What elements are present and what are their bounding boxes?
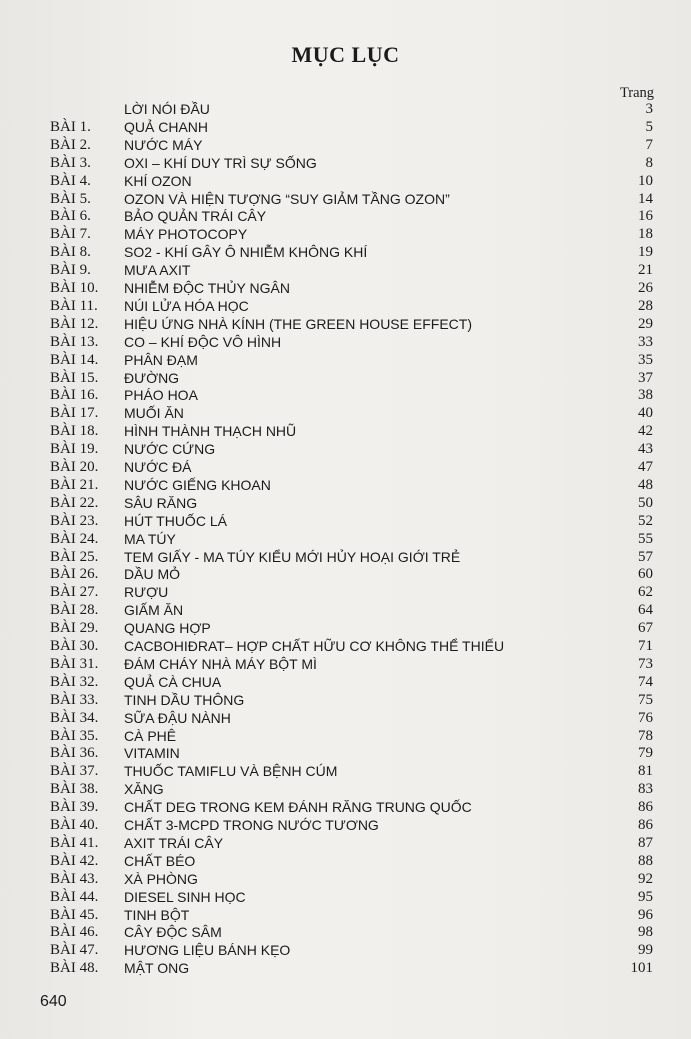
- lesson-title: SỮA ĐẬU NÀNH: [124, 709, 231, 726]
- lesson-page: 16: [638, 208, 653, 225]
- lesson-page: 38: [638, 387, 653, 404]
- toc-entry: [0, 315, 691, 333]
- lesson-title: TEM GIẤY - MA TÚY KIỂU MỚI HỦY HOẠI GIỚI TRẺ: [124, 548, 461, 565]
- lesson-number: BÀI 16.: [50, 387, 99, 404]
- lesson-number: BÀI 47.: [50, 942, 99, 959]
- lesson-page: 95: [638, 888, 653, 905]
- toc-entry: [0, 906, 691, 924]
- toc-entry: [0, 118, 691, 136]
- lesson-title: SO2 - KHÍ GÂY Ô NHIỄM KHÔNG KHÍ: [124, 244, 368, 261]
- toc-entry: [0, 870, 691, 888]
- lesson-title: BẢO QUẢN TRÁI CÂY: [124, 208, 267, 225]
- lesson-title: MƯA AXIT: [124, 262, 191, 279]
- lesson-page: 18: [638, 226, 653, 243]
- lesson-number: BÀI 31.: [50, 655, 99, 672]
- lesson-page: 60: [638, 566, 653, 583]
- lesson-page: 21: [638, 262, 653, 279]
- lesson-number: BÀI 11.: [50, 297, 98, 314]
- lesson-page: 64: [638, 602, 653, 619]
- lesson-page: 5: [645, 118, 653, 135]
- toc-entry: [0, 583, 691, 601]
- lesson-number: BÀI 18.: [50, 423, 99, 440]
- lesson-number: BÀI 26.: [50, 566, 99, 583]
- lesson-number: BÀI 8.: [50, 244, 91, 261]
- lesson-number: BÀI 7.: [50, 226, 91, 243]
- lesson-page: 71: [638, 638, 653, 654]
- lesson-number: BÀI 1.: [50, 118, 91, 135]
- lesson-title: NƯỚC CỨNG: [124, 441, 216, 458]
- toc-entry: [0, 709, 691, 727]
- toc-entry: [0, 136, 691, 154]
- lesson-number: BÀI 48.: [50, 960, 99, 977]
- page-title: MỤC LỤC: [291, 42, 400, 67]
- lesson-title: GIẤM ĂN: [124, 602, 184, 619]
- lesson-title: CHẤT 3-MCPD TRONG NƯỚC TƯƠNG: [124, 817, 379, 833]
- lesson-number: BÀI 4.: [50, 172, 91, 189]
- toc-entry: [0, 440, 691, 458]
- lesson-title: LỜI NÓI ĐẦU: [124, 101, 210, 117]
- lesson-page: 26: [638, 280, 653, 296]
- lesson-number: BÀI 24.: [50, 530, 99, 547]
- lesson-number: BÀI 21.: [50, 476, 99, 493]
- toc-entry: [0, 852, 691, 870]
- toc-entry: [0, 959, 691, 977]
- toc-entry: [0, 655, 691, 673]
- toc-entry: [0, 422, 691, 440]
- lesson-page: 101: [630, 960, 653, 977]
- lesson-title: NƯỚC GIẾNG KHOAN: [124, 476, 271, 493]
- lesson-page: 43: [638, 441, 653, 458]
- lesson-number: BÀI 32.: [50, 673, 99, 690]
- lesson-title: QUẢ CHANH: [124, 118, 209, 135]
- lesson-number: BÀI 28.: [50, 602, 99, 619]
- toc-entry: [0, 458, 691, 476]
- toc-entry: [0, 494, 691, 512]
- lesson-page: 3: [645, 101, 653, 117]
- lesson-title: NÚI LỬA HÓA HỌC: [124, 297, 249, 314]
- lesson-page: 62: [638, 584, 653, 601]
- lesson-title: CO – KHÍ ĐỘC VÔ HÌNH: [124, 333, 282, 350]
- toc-entry: [0, 333, 691, 351]
- toc-entry: [0, 351, 691, 369]
- lesson-page: 42: [638, 423, 653, 440]
- lesson-title: NƯỚC ĐÁ: [124, 459, 192, 475]
- lesson-title: CACBOHIĐRAT– HỢP CHẤT HỮU CƠ KHÔNG THỂ THIẾU: [124, 638, 505, 654]
- lesson-title: CÂY ĐỘC SÂM: [124, 924, 222, 941]
- lesson-page: 40: [638, 405, 653, 422]
- lesson-number: BÀI 36.: [50, 745, 99, 762]
- lesson-title: AXIT TRÁI CÂY: [124, 834, 224, 851]
- lesson-number: BÀI 44.: [50, 888, 99, 905]
- lesson-number: BÀI 30.: [50, 638, 99, 654]
- lesson-title: MA TÚY: [124, 530, 176, 547]
- lesson-title: XÀ PHÒNG: [124, 870, 198, 887]
- lesson-number: BÀI 13.: [50, 333, 99, 350]
- page-column-header: Trang: [619, 85, 655, 101]
- lesson-title: DẦU MỎ: [124, 566, 180, 583]
- lesson-number: BÀI 40.: [50, 817, 99, 833]
- lesson-page: 28: [638, 297, 653, 314]
- lesson-title: HIỆU ỨNG NHÀ KÍNH (THE GREEN HOUSE EFFECT): [124, 315, 472, 332]
- lesson-page: 29: [638, 315, 653, 332]
- lesson-page: 35: [638, 351, 653, 368]
- lesson-title: HÌNH THÀNH THẠCH NHŨ: [124, 423, 297, 440]
- lesson-title: KHÍ OZON: [124, 172, 192, 189]
- toc-entry: [0, 369, 691, 387]
- lesson-page: 67: [638, 620, 653, 637]
- lesson-number: BÀI 33.: [50, 691, 99, 708]
- toc-entry: [0, 512, 691, 530]
- lesson-title: OXI – KHÍ DUY TRÌ SỰ SỐNG: [124, 154, 317, 171]
- toc-entry: [0, 548, 691, 566]
- lesson-title: SÂU RĂNG: [124, 494, 198, 511]
- toc-entry: [0, 476, 691, 494]
- toc-entry: [0, 190, 691, 208]
- lesson-title: PHÂN ĐẠM: [124, 351, 198, 368]
- lesson-number: BÀI 35.: [50, 727, 99, 744]
- lesson-page: 37: [638, 369, 653, 386]
- toc-entry: [0, 225, 691, 243]
- lesson-number: BÀI 27.: [50, 584, 99, 601]
- lesson-page: 81: [638, 763, 653, 780]
- lesson-number: BÀI 34.: [50, 709, 99, 726]
- toc-entry: [0, 816, 691, 834]
- toc-entry: [0, 798, 691, 816]
- lesson-title: NƯỚC MÁY: [124, 136, 203, 153]
- lesson-number: BÀI 3.: [50, 154, 91, 171]
- lesson-title: NHIỄM ĐỘC THỦY NGÂN: [124, 280, 290, 296]
- lesson-title: ĐÁM CHÁY NHÀ MÁY BỘT MÌ: [124, 655, 317, 672]
- lesson-title: QUẢ CÀ CHUA: [124, 673, 222, 690]
- lesson-title: TINH BỘT: [124, 906, 190, 923]
- lesson-title: ĐƯỜNG: [124, 369, 180, 386]
- lesson-page: 75: [638, 691, 653, 708]
- lesson-page: 50: [638, 494, 653, 511]
- toc-entry: [0, 530, 691, 548]
- lesson-page: 10: [638, 172, 653, 189]
- lesson-title: RƯỢU: [124, 584, 169, 601]
- lesson-title: HƯƠNG LIỆU BÁNH KẸO: [124, 942, 291, 959]
- lesson-page: 92: [638, 870, 653, 887]
- lesson-page: 96: [638, 906, 653, 923]
- lesson-number: BÀI 6.: [50, 208, 91, 225]
- lesson-page: 74: [638, 673, 653, 690]
- lesson-number: BÀI 46.: [50, 924, 99, 941]
- toc-entry: [0, 691, 691, 709]
- lesson-number: BÀI 9.: [50, 262, 91, 279]
- toc-entry: [0, 888, 691, 906]
- lesson-title: XĂNG: [124, 781, 164, 798]
- lesson-page: 52: [638, 512, 653, 529]
- toc-entry: [0, 762, 691, 780]
- lesson-number: BÀI 42.: [50, 852, 99, 869]
- lesson-number: BÀI 25.: [50, 548, 99, 565]
- lesson-number: BÀI 12.: [50, 315, 99, 332]
- toc-entry: [0, 637, 691, 655]
- lesson-number: BÀI 14.: [50, 351, 99, 368]
- toc-entry: [0, 673, 691, 691]
- lesson-number: BÀI 43.: [50, 870, 99, 887]
- lesson-title: CHẤT DEG TRONG KEM ĐÁNH RĂNG TRUNG QUỐC: [124, 799, 472, 816]
- lesson-title: QUANG HỢP: [124, 620, 211, 637]
- toc-entry: [0, 404, 691, 422]
- toc-entry: [0, 154, 691, 172]
- toc-entry: [0, 619, 691, 637]
- lesson-page: 19: [638, 244, 653, 261]
- toc-entry: [0, 261, 691, 279]
- lesson-page: 83: [638, 781, 653, 798]
- toc-entry: [0, 923, 691, 941]
- lesson-number: BÀI 45.: [50, 906, 99, 923]
- lesson-number: BÀI 29.: [50, 620, 99, 637]
- toc-entry: [0, 207, 691, 225]
- toc-entry: [0, 565, 691, 583]
- toc-entry: [0, 172, 691, 190]
- lesson-title: PHÁO HOA: [124, 387, 198, 404]
- lesson-number: BÀI 23.: [50, 512, 99, 529]
- toc-entry: [0, 727, 691, 745]
- lesson-page: 87: [638, 834, 653, 851]
- toc-entry: [0, 941, 691, 959]
- lesson-title: MÁY PHOTOCOPY: [124, 226, 248, 243]
- toc-entry: [0, 601, 691, 619]
- lesson-page: 98: [638, 924, 653, 941]
- lesson-title: DIESEL SINH HỌC: [124, 888, 246, 905]
- lesson-number: BÀI 19.: [50, 441, 99, 458]
- lesson-number: BÀI 39.: [50, 799, 99, 816]
- lesson-title: MUỐI ĂN: [124, 405, 184, 422]
- lesson-page: 78: [638, 727, 653, 744]
- toc-entry: [0, 780, 691, 798]
- lesson-page: 57: [638, 548, 653, 565]
- lesson-page: 14: [638, 190, 653, 207]
- lesson-number: BÀI 20.: [50, 459, 99, 475]
- toc-entry: [0, 834, 691, 852]
- lesson-page: 99: [638, 942, 653, 959]
- lesson-number: BÀI 41.: [50, 834, 99, 851]
- lesson-number: BÀI 37.: [50, 763, 99, 780]
- lesson-number: BÀI 22.: [50, 494, 99, 511]
- lesson-title: CÀ PHÊ: [124, 727, 177, 744]
- lesson-number: BÀI 15.: [50, 369, 99, 386]
- lesson-page: 47: [638, 459, 653, 475]
- lesson-page: 86: [638, 799, 653, 816]
- toc-entry: [0, 744, 691, 762]
- lesson-title: VITAMIN: [124, 745, 180, 762]
- toc-entry: [0, 386, 691, 404]
- lesson-number: BÀI 17.: [50, 405, 99, 422]
- lesson-number: BÀI 38.: [50, 781, 99, 798]
- lesson-title: TINH DẦU THÔNG: [124, 691, 245, 708]
- toc-entry: [0, 243, 691, 261]
- lesson-number: BÀI 2.: [50, 136, 91, 153]
- lesson-page: 86: [638, 817, 653, 833]
- lesson-title: THUỐC TAMIFLU VÀ BỆNH CÚM: [124, 763, 338, 780]
- toc-entry: [0, 297, 691, 315]
- lesson-page: 55: [638, 530, 653, 547]
- lesson-page: 7: [645, 136, 653, 153]
- lesson-number: BÀI 5.: [50, 190, 91, 207]
- lesson-page: 88: [638, 852, 653, 869]
- lesson-title: MẬT ONG: [124, 960, 190, 977]
- lesson-number: BÀI 10.: [50, 280, 99, 296]
- lesson-page: 76: [638, 709, 653, 726]
- lesson-title: OZON VÀ HIỆN TƯỢNG “SUY GIẢM TẦNG OZON”: [124, 190, 450, 207]
- lesson-page: 8: [645, 154, 653, 171]
- toc-entry: [0, 100, 691, 118]
- lesson-title: CHẤT BÉO: [124, 852, 196, 869]
- toc-entry: [0, 279, 691, 297]
- lesson-page: 73: [638, 655, 653, 672]
- lesson-page: 79: [638, 745, 653, 762]
- lesson-title: HÚT THUỐC LÁ: [124, 512, 227, 529]
- lesson-page: 48: [638, 476, 653, 493]
- lesson-page: 33: [638, 333, 653, 350]
- page-number: 640: [40, 993, 67, 1010]
